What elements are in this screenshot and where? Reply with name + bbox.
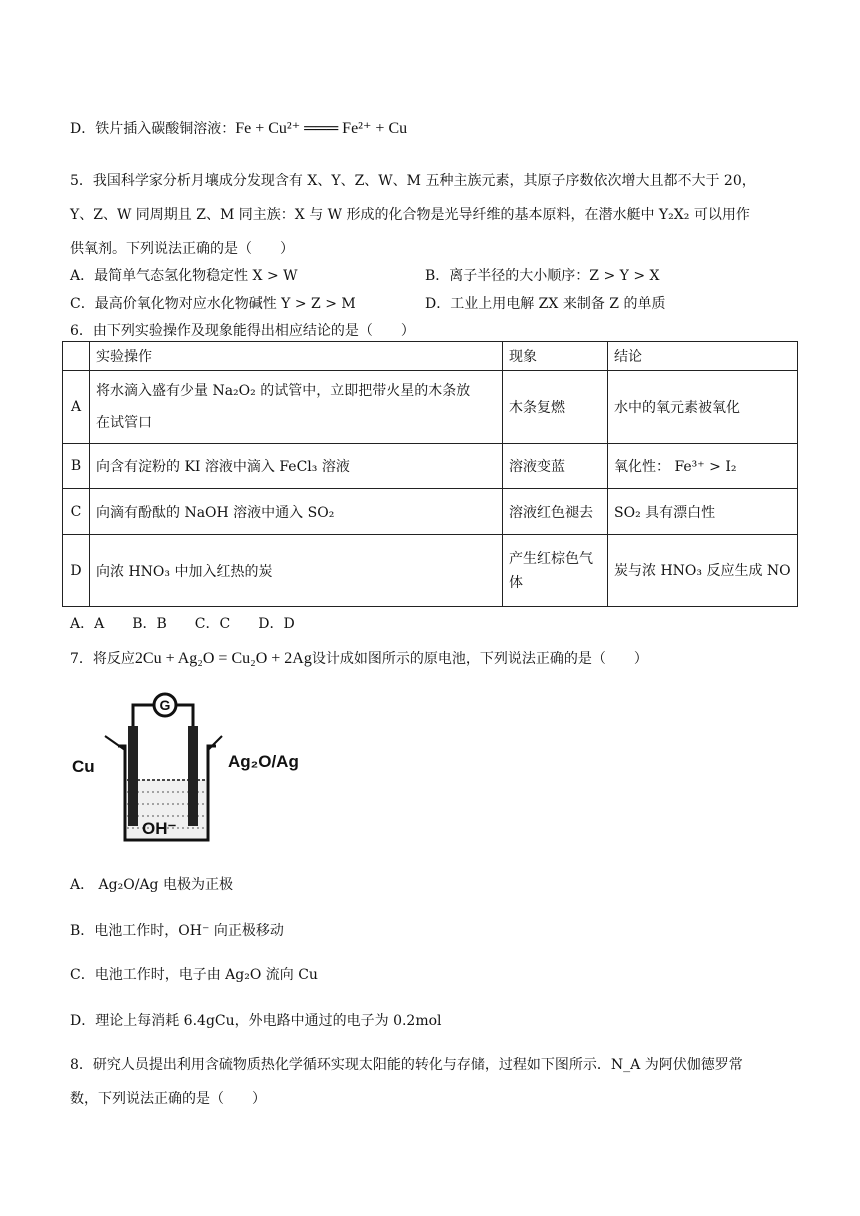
q8-stem-line1: 8．研究人员提出利用含硫物质热化学循环实现太阳能的转化与存储，过程如下图所示．N_A 为阿伏伽德罗常	[70, 1057, 743, 1073]
row-conclusion: 水中的氧元素被氧化	[608, 371, 798, 444]
table-header-row	[63, 342, 798, 371]
q7-stem	[70, 648, 648, 668]
row-label: D	[63, 535, 90, 607]
table-row	[63, 535, 798, 607]
row-phenomenon: 产生红棕色气体	[503, 535, 608, 607]
row-phenomenon: 溶液变蓝	[503, 444, 608, 489]
q5-option-a: A．最简单气态氢化物稳定性 X > W	[70, 268, 298, 284]
header-cell: 实验操作	[90, 342, 503, 371]
q5-option-b: B．离子半径的大小顺序：Z > Y > X	[425, 268, 660, 284]
q7-option-a: A． Ag₂O/Ag 电极为正极	[70, 877, 233, 893]
q7-stem-equation: 2Cu + Ag₂O = Cu₂O + 2Ag	[134, 650, 312, 667]
q6-stem: 6．由下列实验操作及现象能得出相应结论的是（ ）	[70, 323, 415, 339]
header-cell: 结论	[608, 342, 798, 371]
q5-stem-line2a: Y、Z、W 同周期且 Z、M 同主族：	[70, 207, 295, 223]
row-operation: 向含有淀粉的 KI 溶液中滴入 FeCl₃ 溶液	[90, 444, 503, 489]
q7-stem-prefix: 7．将反应	[70, 651, 135, 667]
row-operation-line: 在试管口	[96, 415, 152, 431]
q7-option-b: B．电池工作时，OH⁻ 向正极移动	[70, 923, 284, 939]
row-operation-line: 将水滴入盛有少量 Na₂O₂ 的试管中，立即把带火星的木条放	[96, 383, 471, 399]
ag-electrode	[188, 726, 198, 826]
q7-option-d: D．理论上每消耗 6.4gCu，外电路中通过的电子为 0.2mol	[70, 1013, 442, 1029]
row-label: B	[63, 444, 90, 489]
q7-stem-suffix: 设计成如图所示的原电池，下列说法正确的是（ ）	[311, 651, 648, 667]
galvanometer-label: G	[159, 697, 171, 713]
q8-stem-line2: 数，下列说法正确的是（ ）	[70, 1091, 266, 1107]
row-phenomenon: 溶液红色褪去	[503, 489, 608, 535]
q4-option-d	[70, 118, 407, 138]
header-cell: 现象	[503, 342, 608, 371]
q5-stem-line2b: X 与 W 形成的化合物是光导纤维的基本原料，在潜水艇中 Y₂X₂ 可以用作	[294, 207, 750, 223]
table-row	[63, 489, 798, 535]
q6-table	[62, 341, 798, 607]
row-operation	[90, 371, 503, 444]
cu-label: Cu	[72, 757, 95, 776]
cu-electrode	[128, 726, 138, 826]
table-row	[63, 371, 798, 444]
row-phenomenon: 木条复燃	[503, 371, 608, 444]
ag2o-ag-label: Ag₂O/Ag	[228, 752, 299, 771]
q5-stem-line1: 5．我国科学家分析月壤成分发现含有 X、Y、Z、W、M 五种主族元素，其原子序数依次增大且都不大于 20，	[70, 173, 756, 189]
q6-options: A．A B．B C．C D．D	[70, 616, 295, 632]
table-row	[63, 444, 798, 489]
row-conclusion: 氧化性： Fe³⁺ > I₂	[608, 444, 798, 489]
row-operation: 向浓 HNO₃ 中加入红热的炭	[90, 535, 503, 607]
row-conclusion: 炭与浓 HNO₃ 反应生成 NO	[608, 535, 798, 607]
row-label: A	[63, 371, 90, 444]
row-label: C	[63, 489, 90, 535]
row-conclusion: SO₂ 具有漂白性	[608, 489, 798, 535]
q4-option-d-prefix: D．铁片插入碳酸铜溶液：	[70, 121, 236, 137]
q5-option-c: C．最高价氧化物对应水化物碱性 Y > Z > M	[70, 296, 356, 312]
q5-stem-line3: 供氧剂。下列说法正确的是（ ）	[70, 241, 294, 257]
oh-ion-label: OH⁻	[142, 819, 177, 838]
header-cell	[63, 342, 90, 371]
q5-stem-line2	[70, 204, 750, 224]
q4-option-d-equation: Fe + Cu²⁺ ═══ Fe²⁺ + Cu	[235, 120, 408, 137]
q7-option-c: C．电池工作时，电子由 Ag₂O 流向 Cu	[70, 967, 318, 983]
galvanic-cell-figure	[70, 688, 330, 853]
row-operation: 向滴有酚酞的 NaOH 溶液中通入 SO₂	[90, 489, 503, 535]
q5-option-d: D．工业上用电解 ZX 来制备 Z 的单质	[425, 296, 666, 312]
